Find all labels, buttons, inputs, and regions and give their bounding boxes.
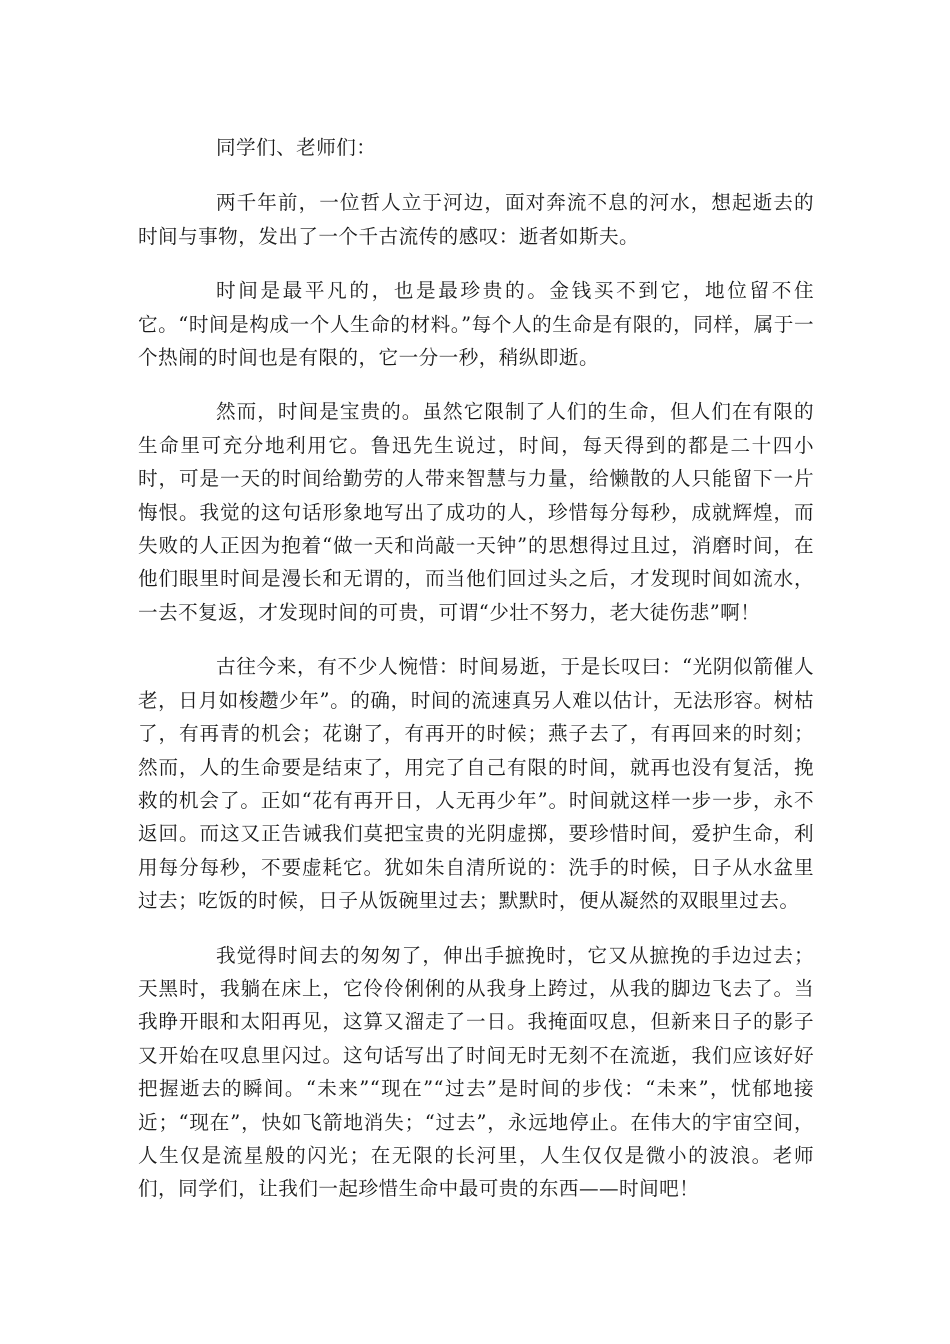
paragraph: 然而，时间是宝贵的。虽然它限制了人们的生命，但人们在有限的生命里可充分地利用它。鲁迅先生说过，时间，每天得到的都是二十四小时，可是一天的时间给勤劳的人带来智慧与力量，给懒散的人只能留下一片悔恨。我觉的这句话形象地写出了成功的人，珍惜每分每秒，成就辉煌，而失败的人正因为抱着“做一天和尚敲一天钟”的思想得过且过，消磨时间，在他们眼里时间是漫长和无谓的，而当他们回过头之后，才发现时间如流水，一去不复返，才发现时间的可贵，可谓“少壮不努力，老大徒伤悲”啊！ xyxy=(138,400,814,624)
speech-body xyxy=(138,131,814,1227)
greeting: 同学们、老师们： xyxy=(216,136,377,159)
paragraph: 两千年前，一位哲人立于河边，面对奔流不息的河水，想起逝去的时间与事物，发出了一个千古流传的感叹：逝者如斯夫。 xyxy=(138,191,814,248)
paragraph: 古往今来，有不少人惋惜：时间易逝，于是长叹曰：“光阴似箭催人老，日月如梭趱少年”。的确，时间的流速真另人难以估计，无法形容。树枯了，有再青的机会；花谢了，有再开的时候；燕子去了，有再回来的时刻；然而，人的生命要是结束了，用完了自己有限的时间，就再也没有复活，挽救的机会了。正如“花有再开日，人无再少年”。时间就这样一步一步，永不返回。而这又正告诫我们莫把宝贵的光阴虚掷，要珍惜时间，爱护生命，利用每分每秒，不要虚耗它。犹如朱自清所说的：洗手的时候，日子从水盆里过去；吃饭的时候，日子从饭碗里过去；默默时，便从凝然的双眼里过去。 xyxy=(138,655,814,913)
paragraph: 时间是最平凡的，也是最珍贵的。金钱买不到它，地位留不住它。“时间是构成一个人生命的材料。”每个人的生命是有限的，同样，属于一个热闹的时间也是有限的，它一分一秒，稍纵即逝。 xyxy=(138,279,814,370)
paragraph: 我觉得时间去的匆匆了，伸出手摭挽时，它又从摭挽的手边过去；天黑时，我躺在床上，它伶伶俐俐的从我身上跨过，从我的脚边飞去了。当我睁开眼和太阳再见，这算又溜走了一日。我掩面叹息，但新来日子的影子又开始在叹息里闪过。这句话写出了时间无时无刻不在流逝，我们应该好好把握逝去的瞬间。“未来”“现在”“过去”是时间的步伐：“未来”，忧郁地接近；“现在”，快如飞箭地消失；“过去”，永远地停止。在伟大的宇宙空间，人生仅是流星般的闪光；在无限的长河里，人生仅仅是微小的波浪。老师们，同学们，让我们一起珍惜生命中最可贵的东西——时间吧！ xyxy=(138,943,814,1201)
